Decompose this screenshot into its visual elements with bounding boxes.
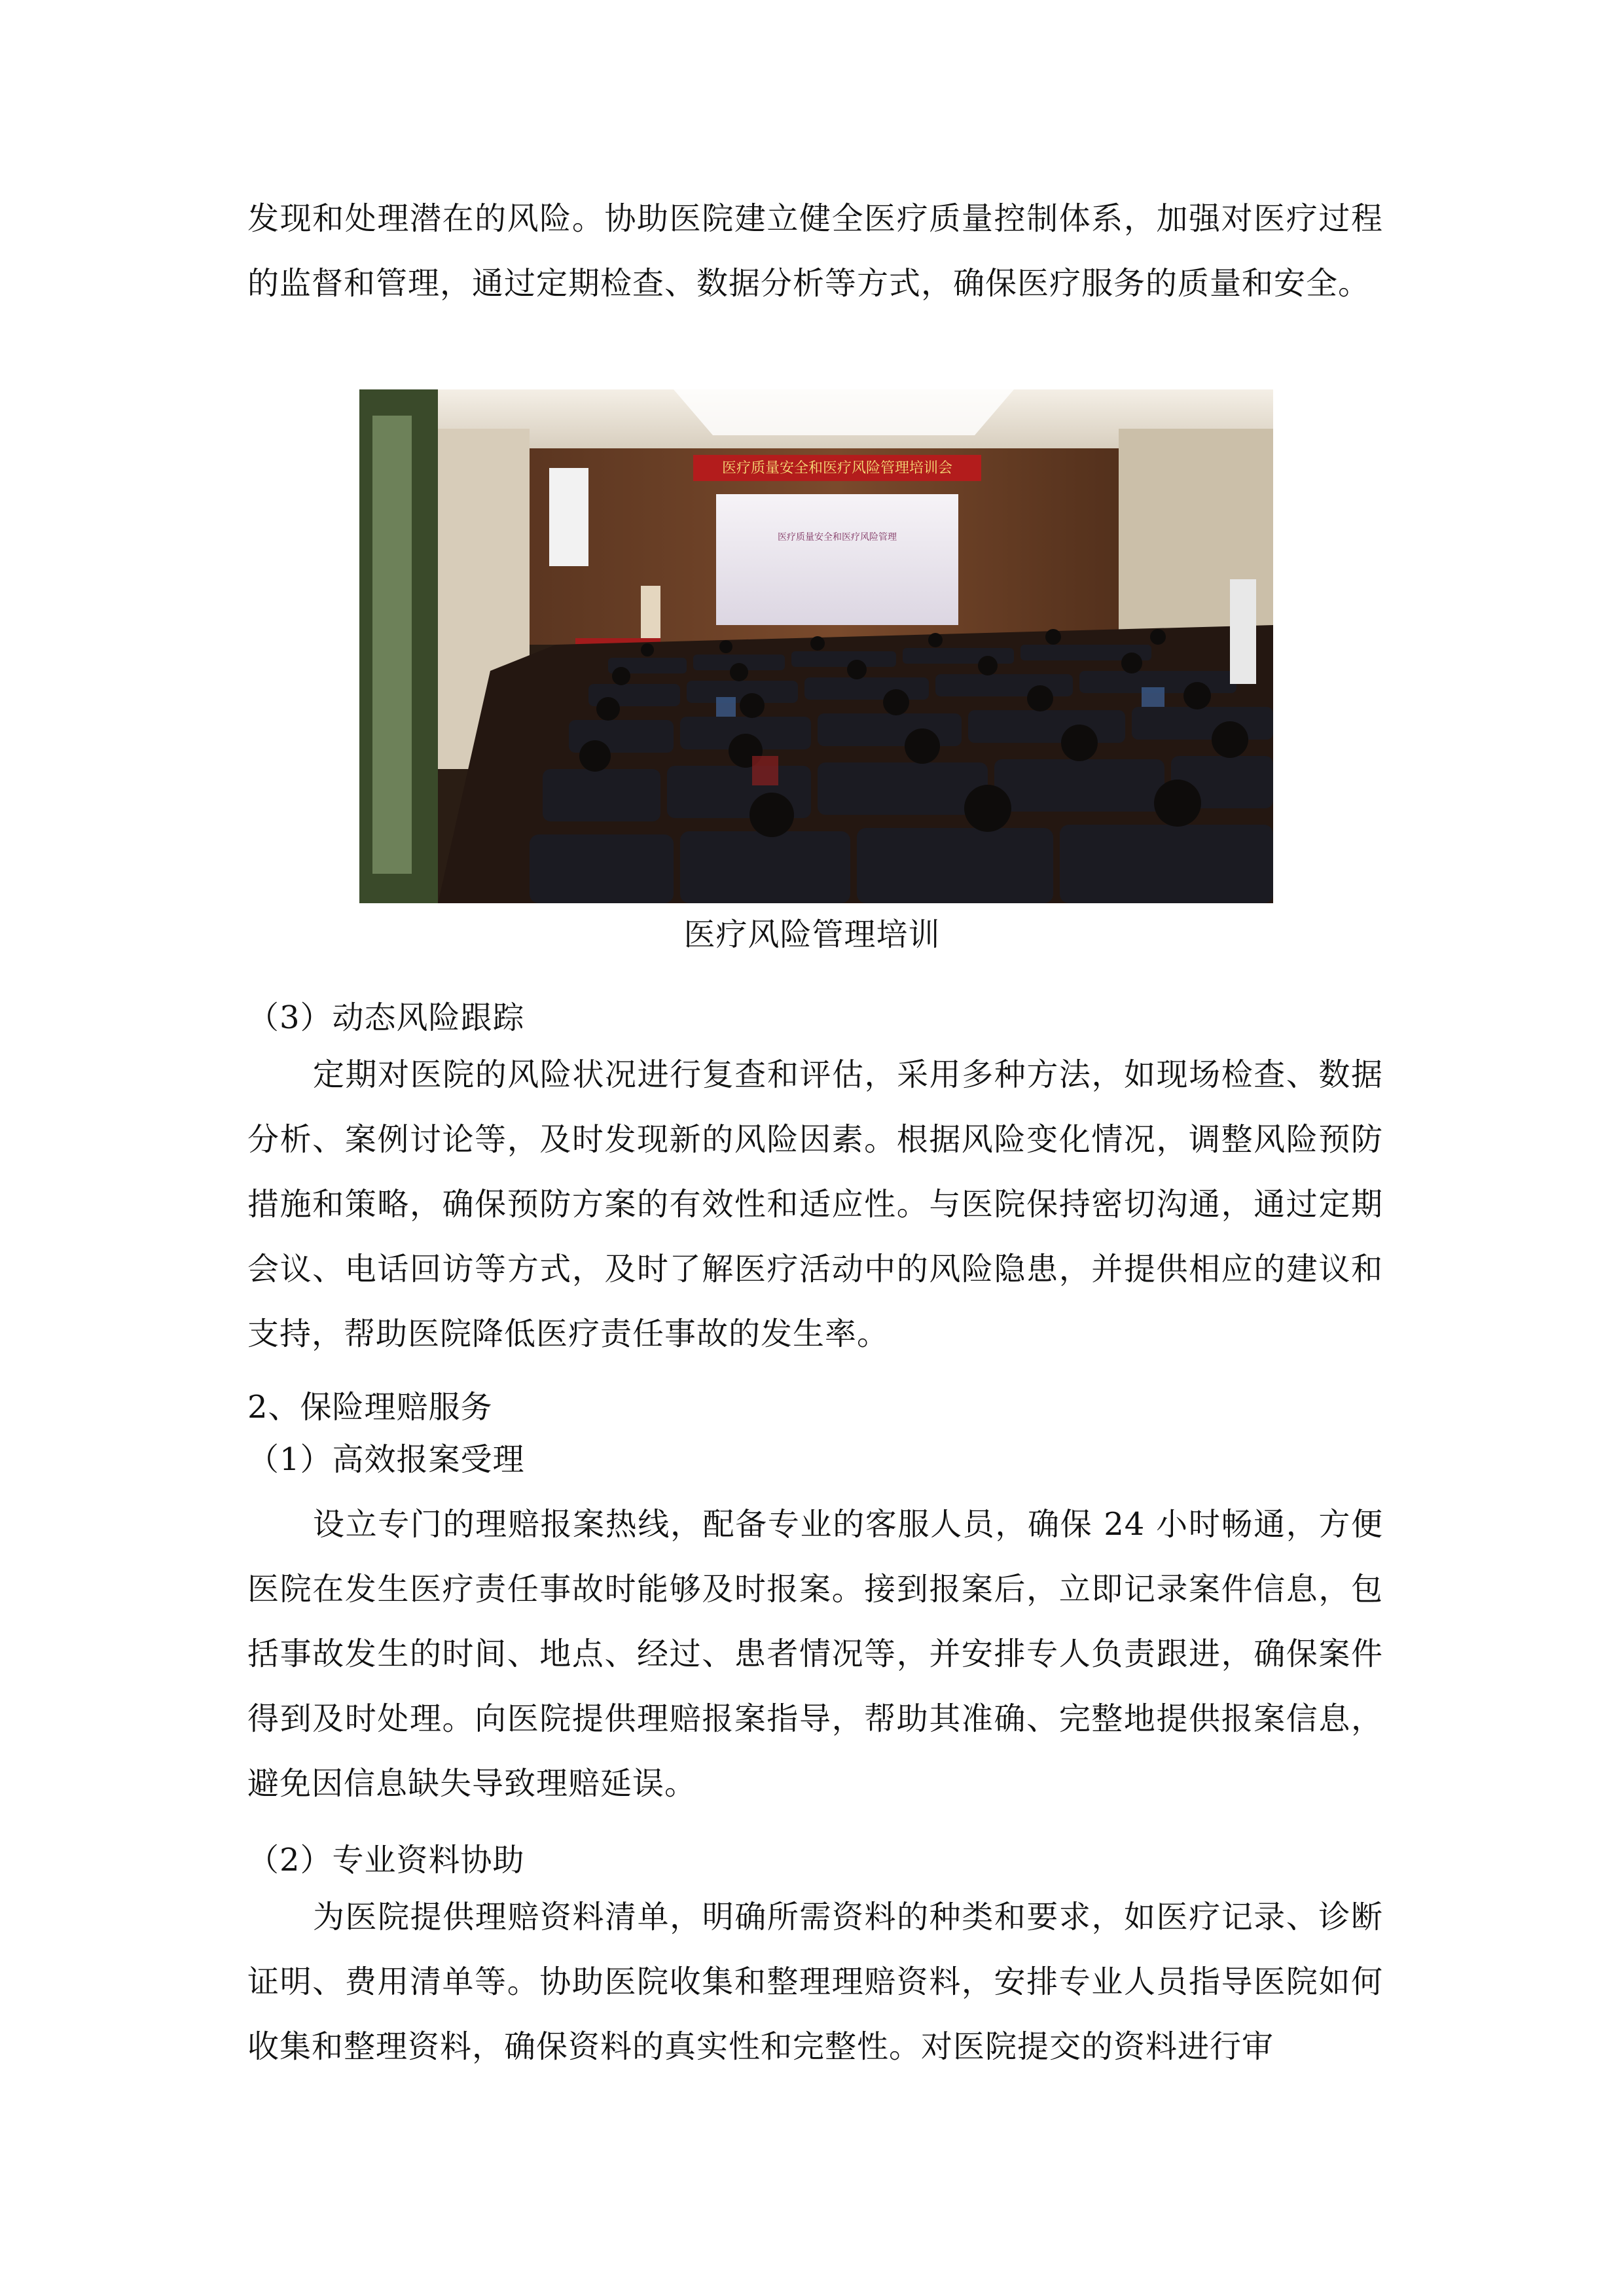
paragraph-top: 发现和处理潜在的风险。协助医院建立健全医疗质量控制体系，加强对医疗过程的监督和管理，通过定期检查、数据分析等方式，确保医疗服务的质量和安全。: [247, 200, 1383, 302]
banner-text: 医疗质量安全和医疗风险管理培训会: [721, 460, 953, 476]
heading-document-assistance: （2）专业资料协助: [247, 1842, 525, 1878]
heading-efficient-reporting: （1）高效报案受理: [247, 1441, 525, 1478]
paragraph-dynamic-risk-tracking: 定期对医院的风险状况进行复查和评估，采用多种方法，如现场检查、数据分析、案例讨论等，及时发现新的风险因素。根据风险变化情况，调整风险预防措施和策略，确保预防方案的有效性和适应性。与医院保持密切沟通，通过定期会议、电话回访等方式，及时了解医疗活动中的风险隐患，并提供相应的建议和支持，帮助医院降低医疗责任事故的发生率。: [247, 1056, 1383, 1352]
screen-text: 医疗质量安全和医疗风险管理: [778, 532, 897, 543]
heading-insurance-claims: 2、保险理赔服务: [247, 1389, 493, 1426]
paragraph-efficient-reporting: 设立专门的理赔报案热线，配备专业的客服人员，确保 24 小时畅通，方便医院在发生医疗责任事故时能够及时报案。接到报案后，立即记录案件信息，包括事故发生的时间、地点、经过、患者情况等，并安排专人负责跟进，确保案件得到及时处理。向医院提供理赔报案指导，帮助其准确、完整地提供报案信息，避免因信息缺失导致理赔延误。: [247, 1506, 1383, 1802]
figure-caption: 医疗风险管理培训: [683, 916, 941, 953]
training-photo: [359, 389, 1273, 903]
paragraph-document-assistance: 为医院提供理赔资料清单，明确所需资料的种类和要求，如医疗记录、诊断证明、费用清单等。协助医院收集和整理理赔资料，安排专业人员指导医院如何收集和整理资料，确保资料的真实性和完整性。对医院提交的资料进行审: [247, 1899, 1383, 2065]
heading-dynamic-risk-tracking: （3）动态风险跟踪: [247, 999, 525, 1036]
